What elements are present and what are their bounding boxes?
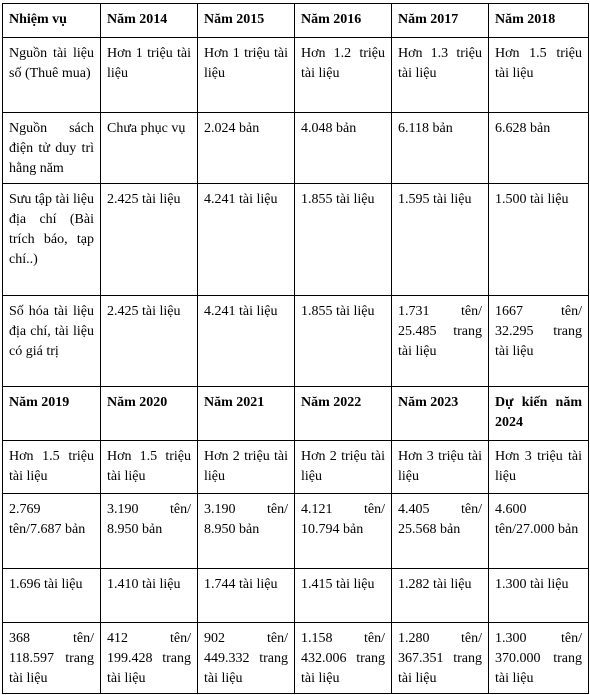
table-cell: 1667 tên/ 32.295 trang tài liệu [489,296,589,387]
table-cell: Chưa phục vụ [101,113,198,184]
table-cell: Hơn 1.5 triệu tài liệu [101,441,198,494]
table-row [3,494,589,569]
table-cell: Hơn 3 triệu tài liệu [392,441,489,494]
table-cell: 902 tên/ 449.332 trang tài liệu [198,623,295,694]
table-cell: Hơn 2 triệu tài liệu [198,441,295,494]
table-cell: 4.241 tài liệu [198,296,295,387]
table-cell: 2.024 bản [198,113,295,184]
table1-header-row [3,4,589,38]
header-cell: Dự kiến năm 2024 [489,387,589,441]
table-cell: 412 tên/ 199.428 trang tài liệu [101,623,198,694]
table-cell: 2.425 tài liệu [101,184,198,296]
table-cell: Hơn 1 triệu tài liệu [101,38,198,113]
table-cell: 4.121 tên/ 10.794 bản [295,494,392,569]
table-cell: Hơn 1.2 triệu tài liệu [295,38,392,113]
header-cell: Năm 2021 [198,387,295,441]
table-cell: 1.855 tài liệu [295,184,392,296]
table-row [3,623,589,694]
table-cell: 1.410 tài liệu [101,569,198,623]
table-cell: 1.696 tài liệu [3,569,101,623]
header-cell: Năm 2023 [392,387,489,441]
table-cell: Hơn 1.5 triệu tài liệu [3,441,101,494]
table-cell: Nguồn tài liệu số (Thuê mua) [3,38,101,113]
header-cell: Năm 2015 [198,4,295,38]
table-cell: Hơn 1.3 triệu tài liệu [392,38,489,113]
table-cell: 1.282 tài liệu [392,569,489,623]
table-cell: 1.415 tài liệu [295,569,392,623]
table-cell: 1.744 tài liệu [198,569,295,623]
table-cell: 1.855 tài liệu [295,296,392,387]
table-cell: Hơn 1.5 triệu tài liệu [489,38,589,113]
header-cell: Năm 2020 [101,387,198,441]
table-cell: 4.600 tên/27.000 bản [489,494,589,569]
table-cell: Hơn 1 triệu tài liệu [198,38,295,113]
table-cell: 6.628 bản [489,113,589,184]
table-cell: 1.300 tên/ 370.000 trang tài liệu [489,623,589,694]
table-cell: 4.048 bản [295,113,392,184]
table-cell: 3.190 tên/ 8.950 bản [198,494,295,569]
table-row [3,38,589,113]
table-cell: 2.425 tài liệu [101,296,198,387]
table-row [3,569,589,623]
table-cell: 4.241 tài liệu [198,184,295,296]
table-cell: Hơn 2 triệu tài liệu [295,441,392,494]
table-cell: 1.300 tài liệu [489,569,589,623]
table-cell: 3.190 tên/ 8.950 bản [101,494,198,569]
table-row [3,184,589,296]
table-cell: 368 tên/ 118.597 trang tài liệu [3,623,101,694]
table-cell: 1.731 tên/ 25.485 trang tài liệu [392,296,489,387]
table-cell: Nguồn sách điện tử duy trì hằng năm [3,113,101,184]
table-cell: 4.405 tên/ 25.568 bản [392,494,489,569]
header-cell: Năm 2018 [489,4,589,38]
table-cell: 6.118 bản [392,113,489,184]
header-cell: Nhiệm vụ [3,4,101,38]
table-row [3,441,589,494]
table-cell: 1.158 tên/ 432.006 trang tài liệu [295,623,392,694]
statistics-table [2,3,589,694]
table-cell: Số hóa tài liệu địa chí, tài liệu có giá trị [3,296,101,387]
table-cell: 2.769 tên/7.687 bản [3,494,101,569]
table-cell: 1.500 tài liệu [489,184,589,296]
header-cell: Năm 2017 [392,4,489,38]
table-cell: Sưu tập tài liệu địa chí (Bài trích báo, tạp chí..) [3,184,101,296]
table-cell: Hơn 3 triệu tài liệu [489,441,589,494]
header-cell: Năm 2014 [101,4,198,38]
header-cell: Năm 2019 [3,387,101,441]
table-row [3,296,589,387]
header-cell: Năm 2022 [295,387,392,441]
table-row [3,113,589,184]
header-cell: Năm 2016 [295,4,392,38]
table-cell: 1.595 tài liệu [392,184,489,296]
table-cell: 1.280 tên/ 367.351 trang tài liệu [392,623,489,694]
table2-header-row [3,387,589,441]
